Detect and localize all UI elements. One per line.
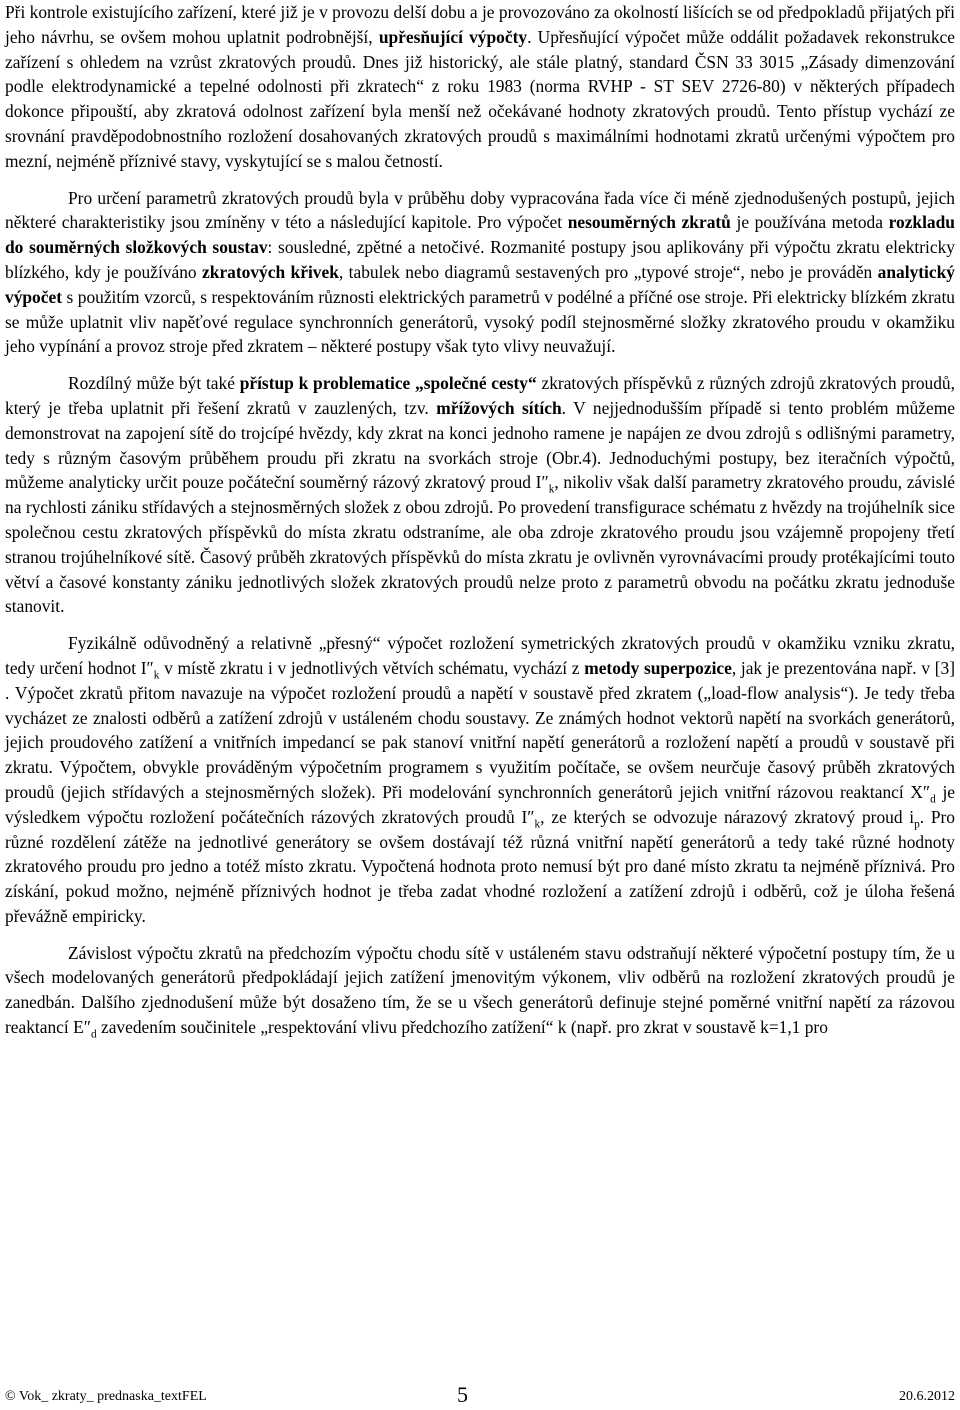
bold-term: mřížových sítích	[436, 397, 562, 418]
subscript: d	[90, 1028, 97, 1041]
text: , jak je prezentována např. v [3] . Výpočet zkratů přitom navazuje na výpočet rozložení proudů a napětí v soustavě před zkratem („load-flow analysis“). Je tedy třeba vycházet ze znalosti odběrů a zatížení zdrojů v ustáleném chodu soustavy. Ze známých hodnot vektorů napětí na svorkách generátorů, jejich proudového zatížení a vnitřních impedancí se pak stanoví vnitřní napětí generátorů a rozložení napětí a proudů v soustavě při zkratu. Výpočtem, obvykle prováděným výpočetním programem s využitím počítače, se ovšem neurčuje časový průběh zkratových proudů (jejich střídavých a stejnosměrných složek). Při modelování synchronních generátorů jejich vnitřní rázovou reaktancí	[5, 657, 955, 802]
bold-term: nesouměrných zkratů	[567, 212, 731, 233]
subscript: k	[153, 669, 160, 682]
page-footer	[5, 1384, 955, 1408]
subscript: p	[914, 818, 920, 831]
text: Závislost výpočtu zkratů na předchozím výpočtu chodu sítě v ustáleném stavu odstraňují některé výpočetní postupy tím, že u všech modelovaných generátorů předpokládají jejich zatížení jmenovitým výkonem, vliv odběrů na rozložení zkratových proudů je zanedbán. Dalšího zjednodušení může být dosaženo tím, že se u všech generátorů definuje stejné poměrné vnitřní napětí za rázovou reaktancí	[5, 942, 955, 1038]
text: Fyzikálně odůvodněný a relativně „přesný“ výpočet rozložení symetrických zkratových proudů v okamžiku vzniku zkratu, tedy určení hodnot	[5, 633, 955, 678]
text: je výsledkem výpočtu rozložení počátečních rázových zkratových proudů	[5, 781, 955, 827]
text: Rozdílný může být také	[68, 373, 235, 394]
text: . Pro různé rozdělení zátěže na jednotlivé generátory se ovšem dostávají též různá vnitřní napětí generátorů a tedy také různé hodnoty zkratového proudu pro jedno a totéž místo zkratu. Vypočtená hodnota proto nemusí být pro dané místo zkratu ta nejméně příznivá. Pro získání, pokud možno, nejméně příznivých hodnot je třeba zadat vhodné rozložení a zatížení zdrojů i odběrů, což je úloha řešená převážně empiricky.	[5, 806, 955, 926]
bold-term: přístup k problematice „společné cesty“	[239, 373, 537, 394]
footer-date: 20.6.2012	[899, 1389, 955, 1404]
bold-term: analytický výpočet	[5, 261, 955, 307]
paragraph-5	[5, 941, 955, 1040]
bold-term: rozkladu do souměrných složkových soustav	[5, 212, 955, 258]
text: v místě zkratu i v jednotlivých větvích schématu, vychází z	[164, 657, 580, 678]
text: zavedením součinitele „respektování vlivu předchozího zatížení“ k (např. pro zkrat v soustavě k=1,1 pro	[100, 1017, 828, 1038]
text: zkratových příspěvků z různých zdrojů zkratových proudů, který je třeba uplatnit při řešení zkratů v zauzlených, tzv.	[5, 373, 955, 418]
bold-term: upřesňující výpočty	[378, 26, 528, 47]
subscript: k	[548, 483, 555, 496]
symbol-ik: I″	[140, 657, 154, 678]
text: Při kontrole existujícího zařízení, které již je v provozu delší dobu a je provozováno za okolností lišících se od předpokladů přijatých při jeho návrhu, se ovšem mohou uplatnit podrobnější,	[5, 2, 955, 47]
page-number: 5	[457, 1382, 468, 1407]
text: Pro určení parametrů zkratových proudů byla v průběhu doby vypracována řada více či méně zjednodušených postupů, jejich některé charakteristiky jsou zmíněny v této a následující kapitole. Pro výpočet	[5, 187, 955, 233]
footer-filename: © Vok_ zkraty_ prednaska_textFEL	[5, 1389, 207, 1404]
text: je používána metoda	[736, 212, 883, 233]
text: s použitím vzorců, s respektováním různosti elektrických parametrů v podélné a příčné ose stroje. Při elektricky blízkém zkratu se může uplatnit vliv napěťové regulace synchronních generátorů, vysoký podíl stejnosměrné složky zkratového proudu v okamžiku jeho vypínání a provoz stroje před zkratem – některé postupy však tyto vlivy neuvažují.	[5, 286, 955, 357]
text: . Upřesňující výpočet může oddálit požadavek rekonstrukce zařízení s ohledem na vzrůst zkratových proudů. Dnes již historický, ale stále platný, standard ČSN 33 3015 „Zásady dimenzování podle elektrodynamické a tepelné odolnosti při zkratech“ z roku 1983 (norma RVHP - ST SEV 2726-80) v některých případech dokonce připouští, aby zkratová odolnost zařízení byla menší než očekávané hodnoty zkratových proudů. Tento přístup vychází ze srovnání pravděpodobnostního rozložení dosahovaných zkratových proudů s maximálními hodnotami zkratů určenými výpočtem pro mezní, nejméně příznivé stavy, vyskytující se s malou četností.	[5, 26, 955, 171]
paragraph-2	[5, 186, 955, 360]
paragraph-1	[5, 0, 955, 174]
bold-term: zkratových křivek	[202, 261, 339, 282]
subscript: k	[534, 818, 541, 831]
symbol-ed: E″	[73, 1017, 91, 1038]
text: , ze kterých se odvozuje nárazový zkratový proud i	[540, 806, 915, 827]
document-page	[5, 0, 955, 1410]
symbol-ik: I″	[521, 806, 535, 827]
bold-term: metody superpozice	[584, 657, 732, 678]
symbol-ik: I″	[535, 472, 549, 493]
paragraph-4	[5, 631, 955, 929]
text: : sousledné, zpětné a netočivé. Rozmanité postupy jsou aplikovány při výpočtu zkratu elektricky blízkého, kdy je používáno	[5, 237, 955, 282]
subscript: d	[930, 793, 936, 806]
symbol-xd: X″	[910, 781, 931, 802]
paragraph-3	[5, 371, 955, 619]
text: , tabulek nebo diagramů sestavených pro „typové stroje“, nebo je prováděn	[338, 261, 873, 282]
text: . V nejjednodušším případě si tento problém můžeme demonstrovat na zapojení sítě do trojcípé hvězdy, kdy zkrat na konci jednoho ramene je napájen ze dvou zdrojů s odlišnými parametry, tedy s různým časovým průběhem proudu při zkratu na svorkách stroje (Obr.4). Jednoduchými postupy, bez iteračních výpočtů, můžeme analyticky určit pouze počáteční souměrný rázový zkratový proud	[5, 397, 955, 493]
text: , nikoliv však další parametry zkratového proudu, závislé na rychlosti zániku střídavých a stejnosměrných složek z obou zdrojů. Po provedení transfigurace schématu z hvězdy na trojúhelník sice společnou cestu zkratových příspěvků do místa zkratu odstraníme, ale oba zdroje zkratového proudu jsou vzájemně propojeny třetí stranou trojúhelníkové sítě. Časový průběh zkratových příspěvků do místa zkratu je ovlivněn vyrovnávacími proudy protékajícími touto větví a časové konstanty zániku jednotlivých složek zkratových proudů nelze proto z parametrů obvodu na počátku zkratu jednoduše stanovit.	[5, 472, 955, 617]
